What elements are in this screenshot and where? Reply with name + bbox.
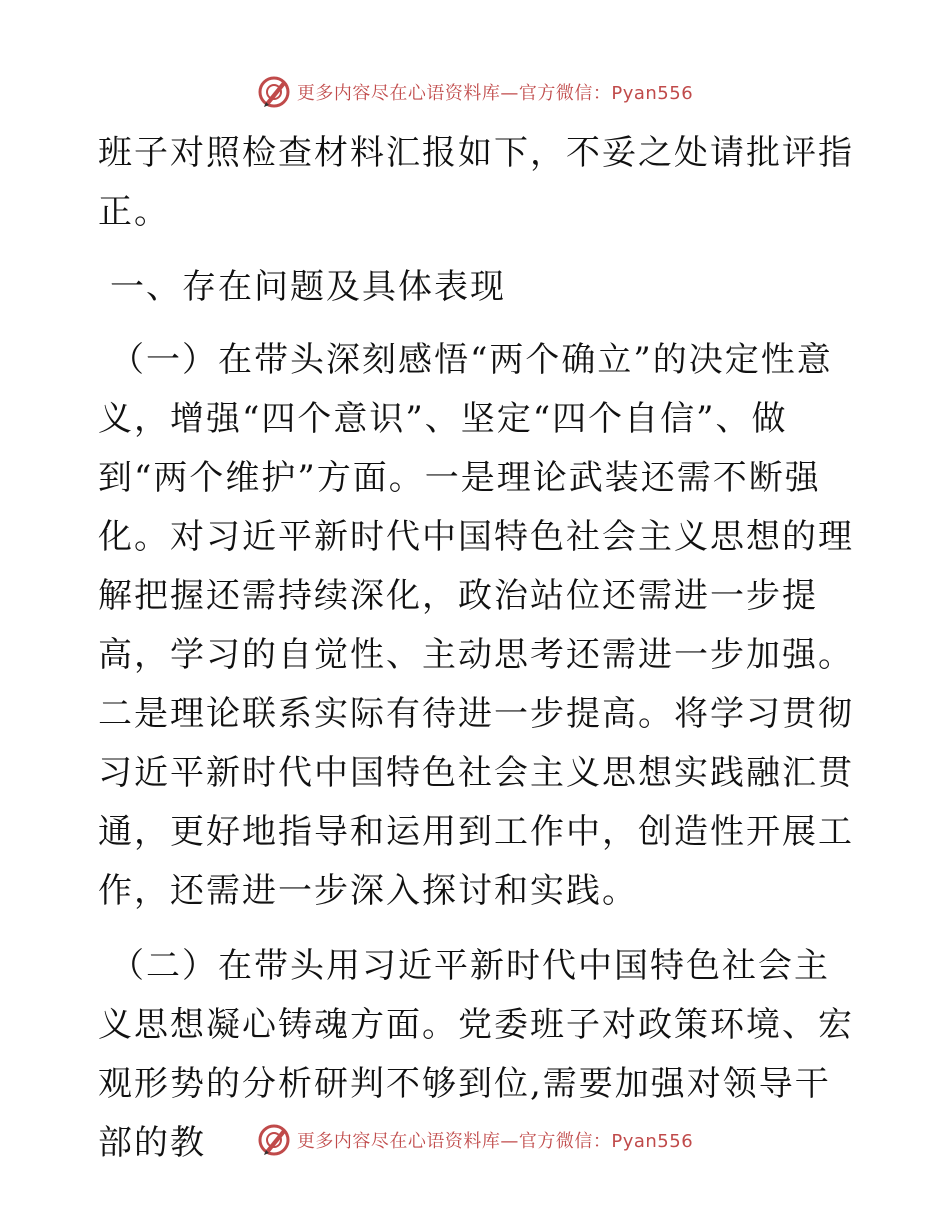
watermark-footer [0,1120,950,1160]
pen-logo-icon [257,75,291,109]
pen-logo-icon [257,1123,291,1157]
watermark-header [0,72,950,112]
document-body [98,124,858,1173]
watermark-text: 更多内容尽在心语资料库—官方微信：Pyan556 [296,83,694,104]
section-heading: 一、存在问题及具体表现 [110,267,506,307]
watermark-text: 更多内容尽在心语资料库—官方微信：Pyan556 [296,1131,694,1152]
section-1-paragraph: （一）在带头深刻感悟“两个确立”的决定性意义，增强“四个意识”、坚定“四个自信”、做到“两个维护”方面。一是理论武装还需不断强化。对习近平新时代中国特色社会主义思想的理解把握还需持续深化，政治站位还需进一步提高，学习的自觉性、主动思考还需进一步加强。二是理论联系实际有待进一步提高。将学习贯彻习近平新时代中国特色社会主义思想实践融汇贯通，更好地指导和运用到工作中，创造性开展工作，还需进一步深入探讨和实践。 [98,340,854,911]
intro-paragraph: 班子对照检查材料汇报如下，不妥之处请批评指正。 [98,133,854,232]
section-2-paragraph: （二）在带头用习近平新时代中国特色社会主义思想凝心铸魂方面。党委班子对政策环境、宏观形势的分析研判不够到位,需要加强对领导干部的教 [98,946,854,1163]
